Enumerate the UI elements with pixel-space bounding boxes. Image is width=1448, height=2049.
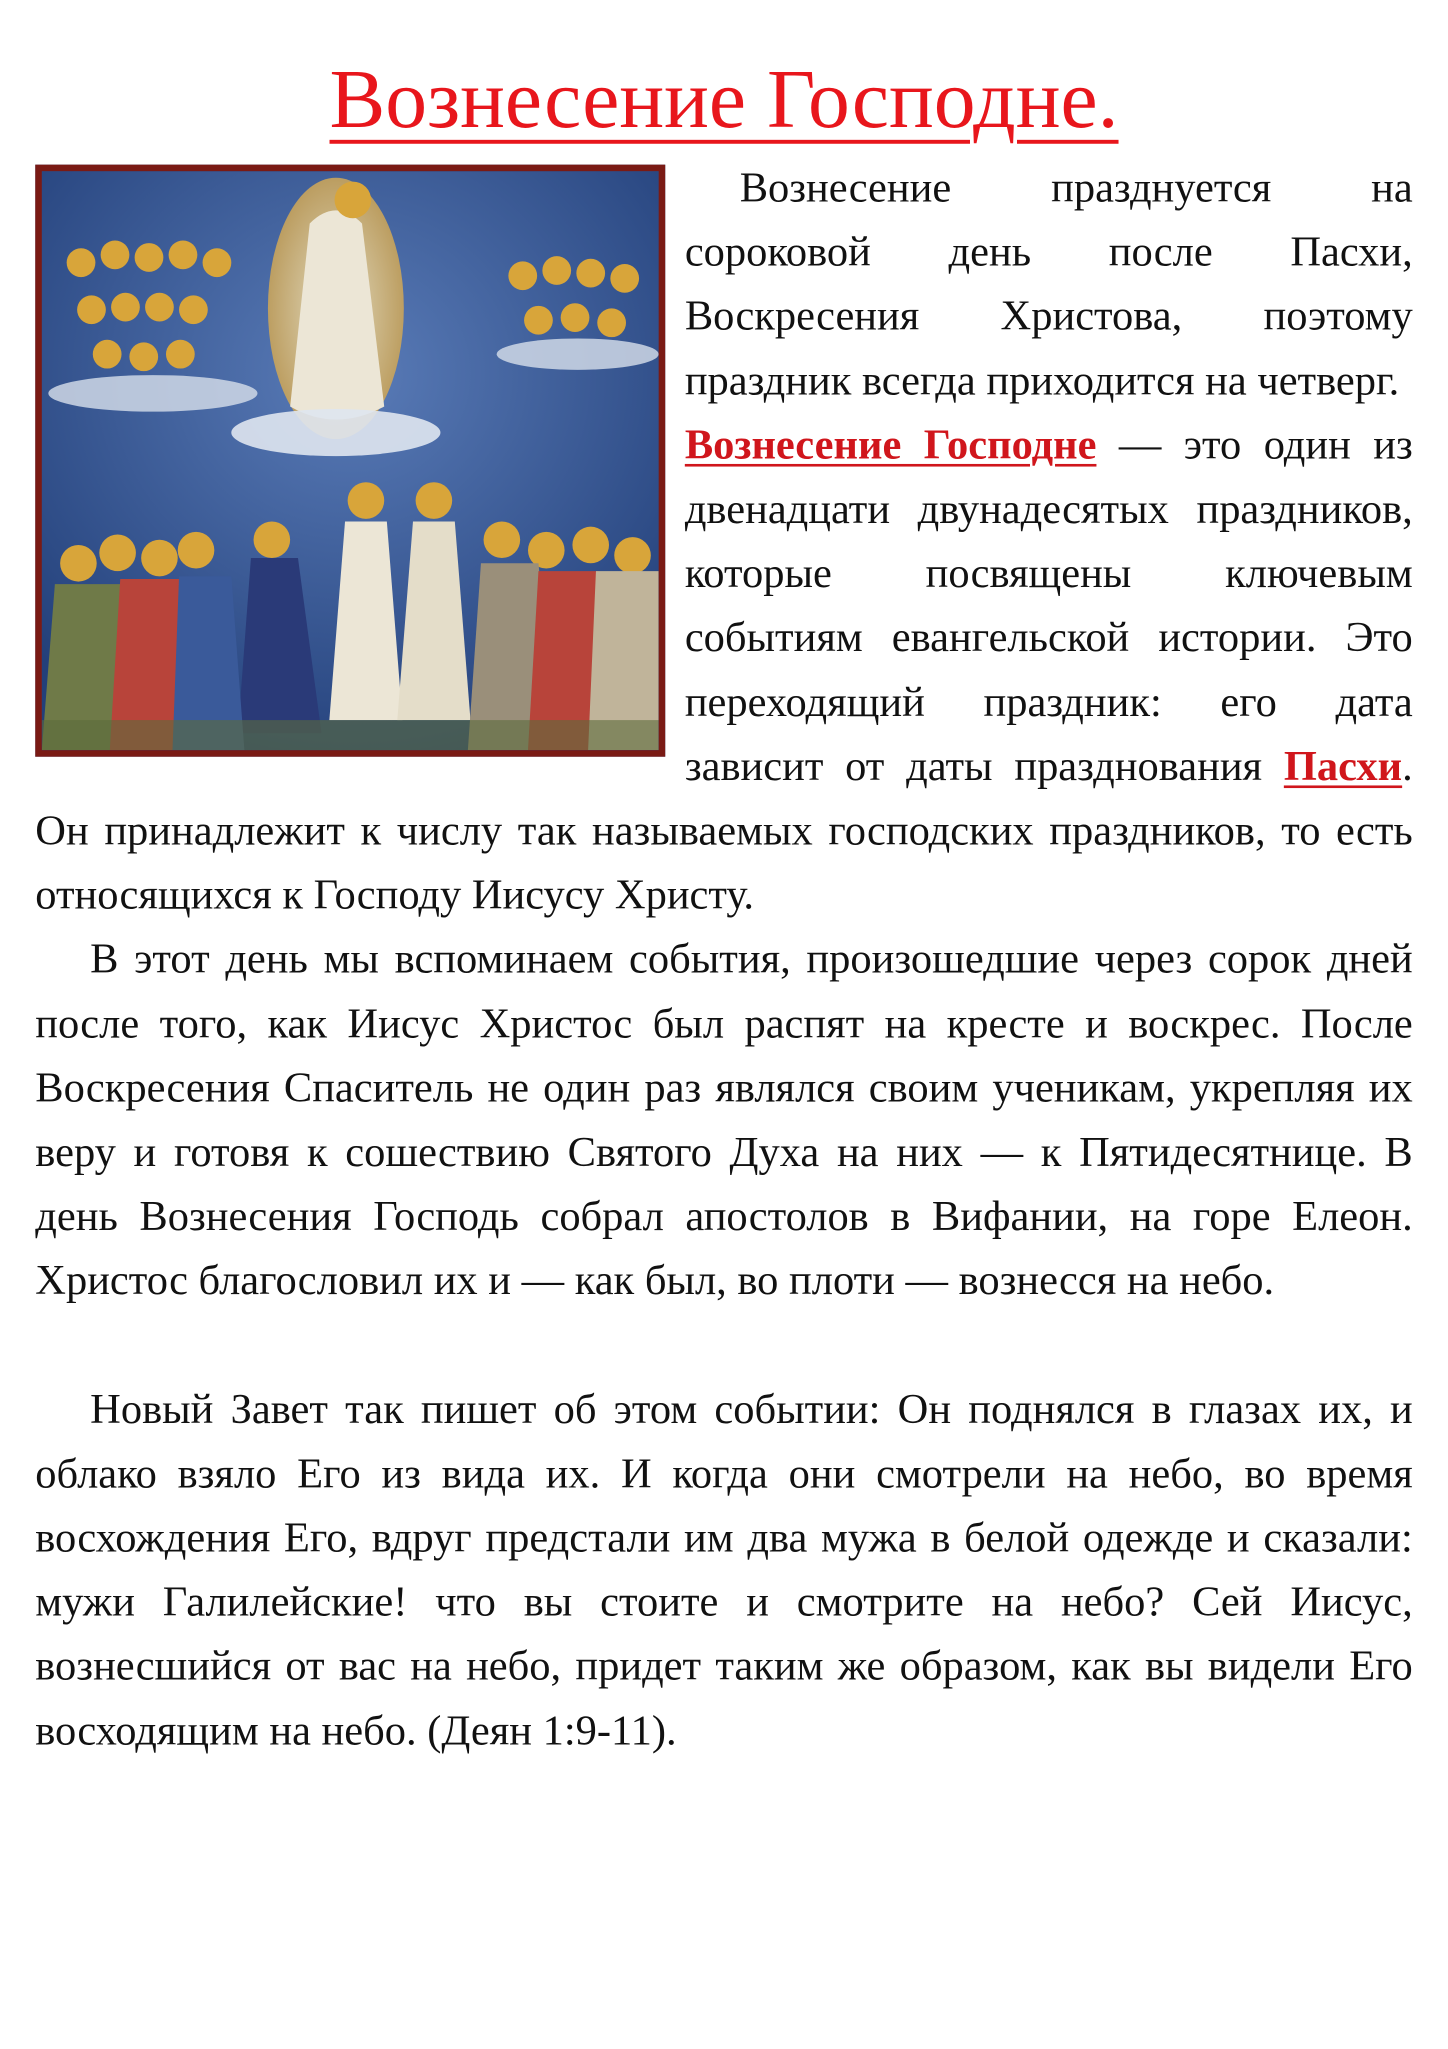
- ascension-link[interactable]: Вознесение Господне: [684, 421, 1097, 469]
- paragraph-1-intro: Вознесение празднуется на сороковой день после Пасхи, Воскресения Христова, поэтому праздник всегда приходится на четверг.: [684, 164, 1413, 405]
- page-title: Вознесение Господне.: [329, 52, 1119, 146]
- paragraph-3: Новый Завет так пишет об этом событии: Он поднялся в глазах их, и облако взяло Его из вида их. И когда они смотрели на небо, во время восхождения Его, вдруг предстали им два мужа в белой одежде и сказали: мужи Галилейские! что вы стоите и смотрите на небо? Сей Иисус, вознесшийся от вас на небо, придет таким же образом, как вы видели Его восходящим на небо. (Деян 1:9-11).: [35, 1386, 1413, 1755]
- paragraph-gap: [35, 1314, 1412, 1378]
- paragraph-1-middle: — это один из двенадцати двунадесятых праздников, которые посвящены ключевым событиям евангельской истории. Это переходящий праздник: его дата зависит от даты празднования: [684, 421, 1413, 791]
- easter-link[interactable]: Пасхи: [1283, 743, 1403, 791]
- article-body: [35, 157, 1412, 1764]
- paragraph-1-end: . Он принадлежит к числу так называемых господских праздников, то есть относящихся к Господу Иисусу Христу.: [35, 743, 1413, 920]
- image-float-spacer: [35, 157, 685, 779]
- paragraph-2: В этот день мы вспоминаем события, произошедшие через сорок дней после того, как Иисус Христос был распят на кресте и воскрес. После Воскресения Спаситель не один раз являлся своим ученикам, укрепляя их веру и готовя к сошествию Святого Духа на них — к Пятидесятнице. В день Вознесения Господь собрал апостолов в Вифании, на горе Елеон. Христос благословил их и — как был, во плоти — вознесся на небо.: [35, 936, 1413, 1305]
